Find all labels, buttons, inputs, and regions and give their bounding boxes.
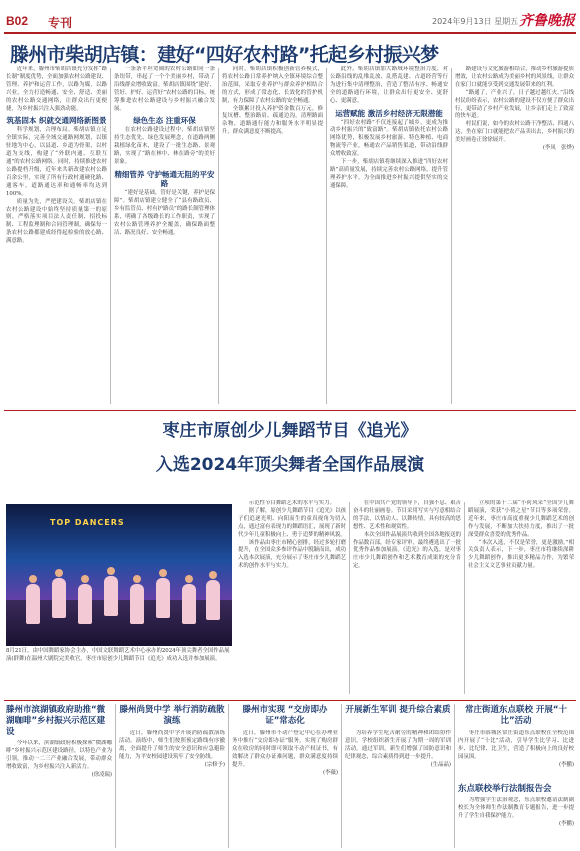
story1-column-5: 路建设与文化旅游相结合，推动乡村旅游提质增效，让农村公路成为美丽乡村的风景线，让群众在家门口就能享受到交通发展带来的红利。 “路通了，产业兴了，日子越过越红火。”沿线村民纷纷表示，农村公路的建设不仅方便了群众出行，更带动了乡村产业发展，让乡亲们走上了致富的快车道。 村民们说，如今的农村公路干净整洁、四通八达，坐在家门口就能把农产品卖出去，乡村振兴的美好画卷正徐徐展开。 (李凤 张烨) xyxy=(455,66,574,152)
story2-column-3: 立项的第十二届“小荷风采”全国少儿舞蹈展演，荣获“小荷之星”节目等多项荣誉。近年来，枣庄市高度重视少儿舞蹈艺术的创作与发展，不断加大扶持力度，推出了一批深受群众喜爱的优秀作品。 “本次入选，不仅是荣誉，更是激励。”相关负责人表示，下一步，枣庄市将继续深耕少儿舞蹈创作，推出更多精品力作，为繁荣社会主义文艺事业贡献力量。 xyxy=(468,500,574,570)
story2-column-2: 在中国共产党的领导下，自强不息、艰苦奋斗的壮丽画卷。节目采用写实与写意相结合的手法，以情动人、以舞传情，具有较高的思想性、艺术性和观赏性。 本次全国作品展演共收到全国各地报送的作品数百部，经专家评审，最终遴选出了一批优秀作品参加展演。《追光》的入选，是对枣庄市少儿舞蹈创作和艺术教育成果的充分肯定。 xyxy=(353,500,461,570)
dancer-figure xyxy=(78,584,92,624)
story1-column-3: 同时，柴胡店镇积极创新管养模式，将农村公路日常养护纳入全镇环境综合整治范围，采取专业养护与群众养护相结合的方式，形成了常态化、长效化的管护机制，有力保障了农村公路的安全畅通。 全镇累计投入养护资金数百万元，修复坑槽、整治路肩、疏通边沟，清理路面杂物，道路通行能力和服务水平明显提升，群众满意度不断提高。 xyxy=(222,66,323,136)
page-number: B02 xyxy=(6,14,29,28)
dancer-figure xyxy=(52,578,66,618)
story1-column-4: 此外，柴胡店镇加大路域环境整治力度，对公路沿线的乱堆乱放、乱搭乱建、占道经营等行为进行集中清理整治，营造了整洁有序、畅通安全的道路通行环境，让群众出行更安全、更舒心、更满意。 运营赋能 激活乡村经济无限潜能 “四好农村路”不仅连接起了城乡，更成为推动乡村振兴的“致富路”。柴胡店镇依托农村公路网络优势，积极发展乡村旅游、特色种植、电商物流等产业，畅通农产品销售渠道，带动沿线群众增收致富。 下一步，柴胡店镇将继续深入推进“四好农村路”高质量发展，持续完善农村公路网络，提升管理养护水平，为全面推进乡村振兴提供坚实的交通保障。 xyxy=(330,66,448,189)
brief-2-title: 滕州尚贤中学 举行消防疏散演练 xyxy=(119,705,225,726)
stage-sign: TOP DANCERS xyxy=(50,518,125,527)
brief-4-body: 为培养学生吃苦耐劳的精神和团结协作意识，学校组织新生开展了为期一周的军训活动。通过军训，新生们增强了国防意识和纪律观念，综合素质得到进一步提升。 (生晶晶) xyxy=(345,730,451,768)
story1-subhead-3: 精细管养 守护畅通无阻的平安路 xyxy=(114,169,215,188)
column-rule xyxy=(218,68,219,404)
header-rule xyxy=(4,32,576,34)
section-divider xyxy=(4,700,576,701)
column-rule xyxy=(326,68,327,404)
newspaper-logo: 齐鲁晚报 xyxy=(519,13,575,29)
headline-road: 滕州市柴胡店镇：建好“四好农村路”托起乡村振兴梦 xyxy=(10,44,439,66)
brief-1-body: 今年以来，滨湖镇政府积极探索“微湖咖啡”乡村振兴示范区建设路径，以特色产业为引领，推动一二三产业融合发展，带动群众增收致富，为乡村振兴注入新活力。 (徐凌瑞) xyxy=(6,740,112,778)
dancer-figure xyxy=(156,578,170,618)
brief-4-title: 开展新生军训 提升综合素质 xyxy=(345,705,451,715)
dancer-figure xyxy=(26,584,40,624)
story1-column-2: 一条条平坦宽阔的农村公路如同一条条纽带，串起了一个个美丽乡村，带动了沿线群众增收致富。柴胡店镇围绕“建好、管好、护好、运营好”农村公路的目标，统筹推进农村公路建设与乡村振兴融合发展。 绿色生态 注重环保 在农村公路建设过程中，柴胡店镇坚持生态优先、绿色发展理念，在道路两侧栽植绿化苗木，建设了一批生态路、景观路，实现了“路在林中、林在路旁”的美好景象。 精细管养 守护畅通无阻的平安路 “建好是基础，管好是关键，养护是保障”。柴胡店镇建立健全了“县有路政员、乡有监管员、村有护路员”的路长制管理体系，明确了各级路长的工作职责，实现了农村公路管理养护全覆盖，确保路面整洁、路况良好、安全畅通。 xyxy=(114,66,215,236)
column-rule xyxy=(115,704,116,848)
brief-6-body: 为增强学生法治观念，东点联校邀请法制副校长为全体师生作法制教育专题报告，进一步提升了学生自我保护能力。 (李鹏) xyxy=(458,797,574,827)
headline-dance-line2: 入选2024年顶尖舞者全国作品展演 xyxy=(155,455,425,475)
dancer-figure xyxy=(130,584,144,624)
story1-subhead-4: 运营赋能 激活乡村经济无限潜能 xyxy=(335,108,443,118)
column-rule xyxy=(341,704,342,848)
column-rule xyxy=(451,68,452,404)
brief-3-title: 滕州市实现 “交房即办证”常态化 xyxy=(242,705,328,726)
photo-caption: 8月21日，由中国舞蹈家协会主办，中国文联舞蹈艺术中心承办的2024年顶尖舞者全国作品展演(群舞)在温州大剧院完美收官，枣庄市原创少儿舞蹈节目《追光》成功入选并参加展演。 xyxy=(6,648,230,662)
dance-performance-photo xyxy=(6,504,232,646)
brief-2-body: 近日，滕州尚贤中学开展消防疏散演练活动。演练中，师生们按照预定路线有序撤离，全面提升了师生的安全意识和应急避险能力，为平安校园建设筑牢了安全防线。 (宗修予) xyxy=(119,730,225,768)
section-divider xyxy=(4,410,576,411)
dancer-figure xyxy=(182,584,196,624)
brief-5-title: 常庄街道东点联校 开展“十比”活动 xyxy=(464,705,568,726)
column-rule xyxy=(228,704,229,848)
brief-6-title: 东点联校举行法制报告会 xyxy=(458,784,552,794)
issue-date: 2024年9月13日 星期五 xyxy=(432,17,519,26)
brief-3-body: 近日，滕州市不动产登记中心在办理业务中推行“交房即办证”服务，实现了购房群众在收房的同时即可领取不动产权证书，有效解决了群众办证难问题，群众满意度持续提升。 (李薇) xyxy=(232,730,338,776)
story1-subhead-2: 绿色生态 注重环保 xyxy=(133,116,196,126)
dancer-figure xyxy=(206,580,220,620)
dancer-figure xyxy=(104,576,118,616)
column-rule xyxy=(349,502,350,694)
brief-5-body: 枣庄市薛城区常庄街道东点联校在全校范围内开展了“十比”活动，引导学生比学习、比进步、比纪律、比卫生，营造了积极向上的良好校园氛围。 (李鹏) xyxy=(458,730,574,768)
headline-dance-line1: 枣庄市原创少儿舞蹈节目《追光》 xyxy=(162,421,418,441)
column-rule xyxy=(454,704,455,848)
column-rule xyxy=(464,502,465,694)
page-header xyxy=(0,0,580,40)
column-rule xyxy=(110,68,111,404)
story1-column-1: 近年来，滕州市柴胡店镇充分发挥“路长制”制度优势，全面加强农村公路建设、管理、养护和运营工作，以路为媒，以路兴业，全力打造畅通、安全、舒适、美丽的农村公路交通网络，让群众出行更便捷，为乡村振兴注入强劲动能。 筑基固本 织就交通网络新图景 科学规划，合理布局。柴胡店镇立足全镇实际，完善全域交通路网规划，以镇驻地为中心，以县道、乡道为骨架，以村道为支线，构建了“外联内通、互联互通”的农村公路网络。同时，持续推进农村公路提档升级，近年来共新改建农村公路百余公里，实现了所有行政村通硬化路、通客车，道路通达率和通畅率均达到100%。 质量为先，严把建设关。柴胡店镇在农村公路建设中始终坚持质量第一的原则，严格落实项目法人责任制、招投标制、工程监理制和合同管理制，确保每一条农村公路都建成经得起检验的放心路、满意路。 xyxy=(6,66,107,245)
story2-column-1: 示范性节目舞蹈艺术的水平与实力。 据了解，原创少儿舞蹈节目《追光》以孩子们追逐光明、向阳而生的童真视角为切入点，通过富有表现力的舞蹈语汇，展现了新时代少年儿童积极向上、勇于追梦的精神风貌。 该作品由枣庄市精心创排，经过多轮打磨提升，在全国众多参评作品中脱颖而出，成功入选本次展演，充分展示了枣庄市少儿舞蹈艺术的创作水平与实力。 xyxy=(238,500,346,570)
brief-1-title: 滕州市滨湖镇政府助推“微湖咖啡”乡村振兴示范区建设 xyxy=(6,705,106,737)
story1-subhead-1: 筑基固本 织就交通网络新图景 xyxy=(6,116,107,126)
section-name: 专刊 xyxy=(48,16,73,30)
story1-byline: (李凤 张烨) xyxy=(542,145,574,152)
